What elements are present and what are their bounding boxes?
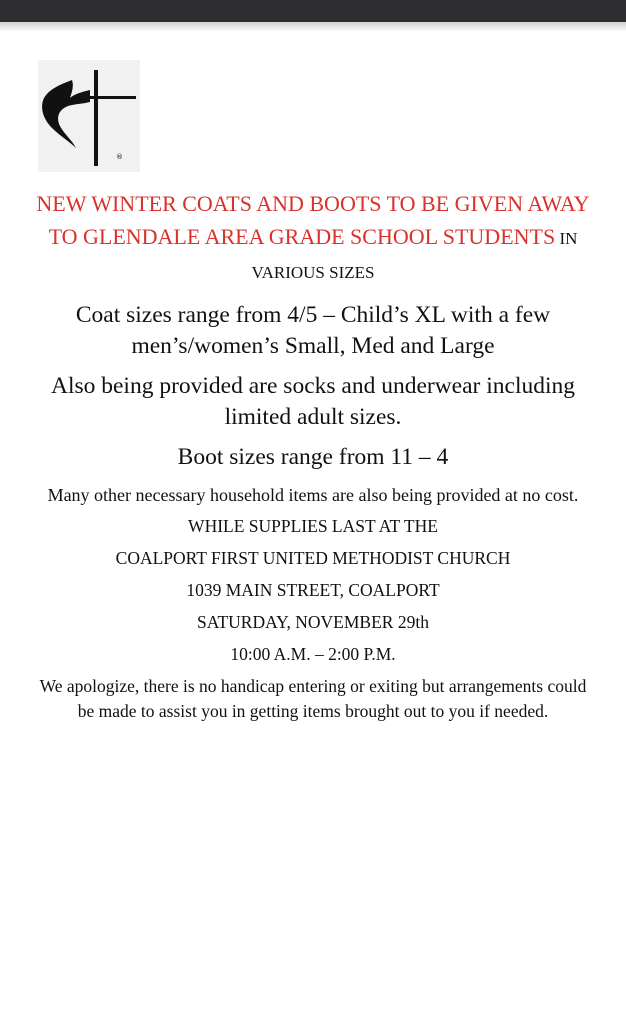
accessibility-apology: We apologize, there is no handicap entering or exiting but arrangements could be made to assist you in getting items brought out to you if needed. — [39, 676, 587, 721]
headline-sizes-text: IN VARIOUS SIZES — [251, 228, 578, 282]
headline — [30, 188, 596, 290]
top-bar — [0, 0, 626, 22]
cross-and-flame-icon — [38, 60, 140, 172]
church-name: COALPORT FIRST UNITED METHODIST CHURCH — [115, 548, 511, 568]
event-time: 10:00 A.M. – 2:00 P.M. — [230, 644, 396, 664]
headline-red-text: NEW WINTER COATS AND BOOTS TO BE GIVEN AWAY TO GLENDALE AREA GRADE SCHOOL STUDENTS — [36, 191, 590, 249]
socks-underwear-text: Also being provided are socks and underwear including limited adult sizes. — [50, 372, 576, 430]
church-logo — [38, 60, 140, 172]
church-address: 1039 MAIN STREET, COALPORT — [186, 580, 440, 600]
top-bar-shadow — [0, 22, 626, 32]
flyer-content — [30, 188, 596, 724]
boot-sizes-text: Boot sizes range from 11 – 4 — [177, 443, 449, 470]
event-date: SATURDAY, NOVEMBER 29th — [197, 612, 429, 632]
supplies-text: WHILE SUPPLIES LAST AT THE — [188, 516, 438, 536]
coat-sizes-text: Coat sizes range from 4/5 – Child’s XL with a few men’s/women’s Small, Med and Large — [75, 301, 551, 359]
household-items-text: Many other necessary household items are also being provided at no cost. — [47, 484, 579, 505]
registered-mark: ® — [116, 153, 123, 161]
